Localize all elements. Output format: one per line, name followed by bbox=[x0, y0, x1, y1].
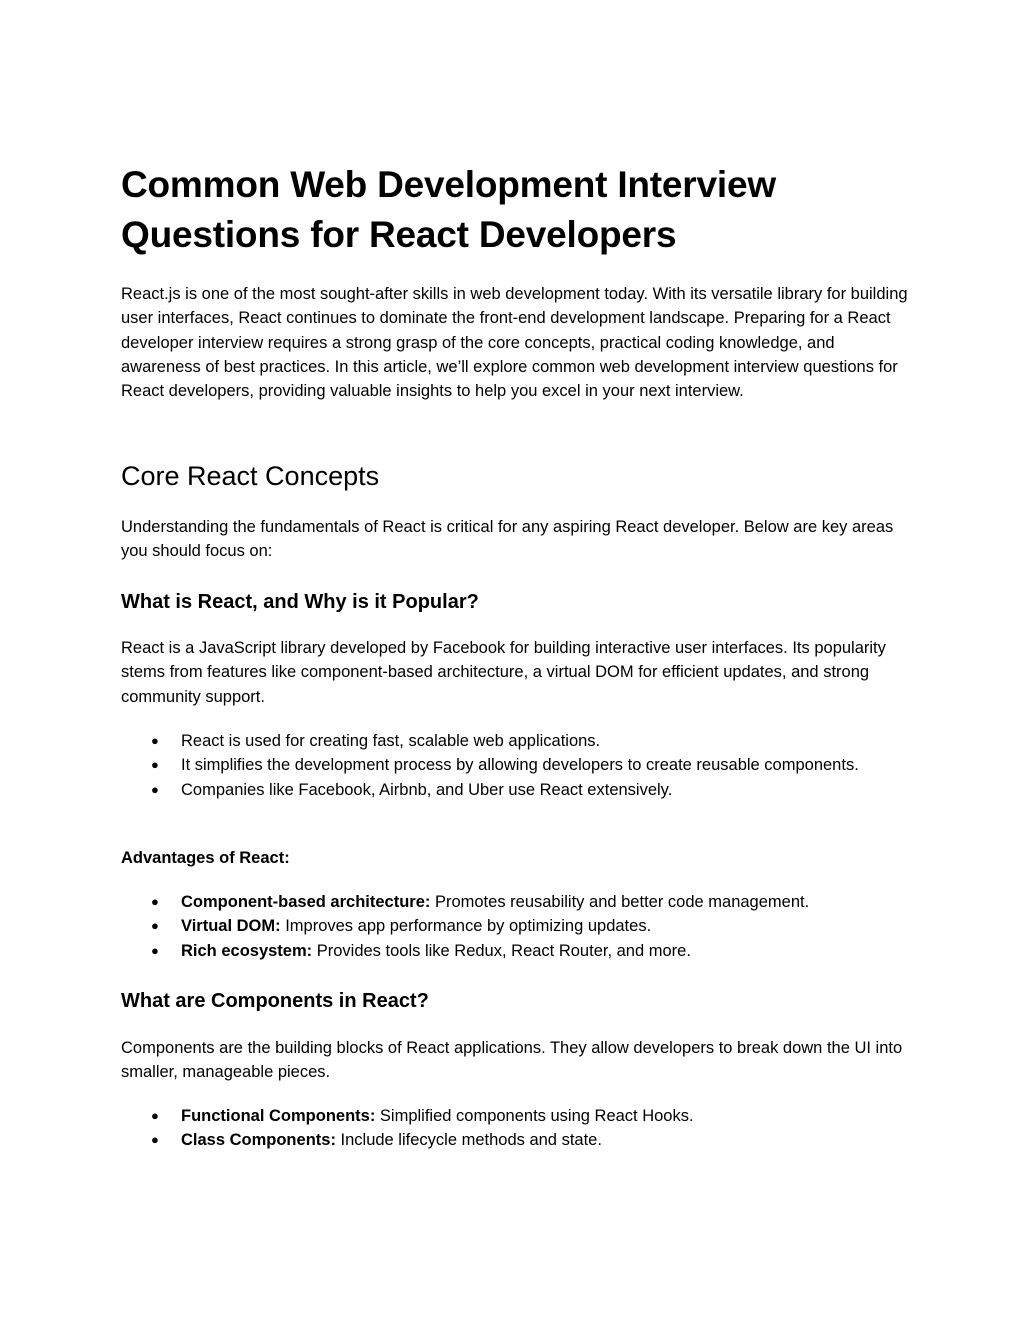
list-item-label: Virtual DOM: bbox=[181, 917, 281, 936]
page-title: Common Web Development Interview Questions for React Developers bbox=[121, 164, 776, 255]
list-item-text: Simplified components using React Hooks. bbox=[375, 1107, 694, 1125]
list-item bbox=[121, 1128, 911, 1152]
list-item bbox=[121, 914, 911, 938]
list-item bbox=[121, 939, 911, 963]
list-item bbox=[121, 890, 911, 914]
components-list bbox=[121, 1104, 911, 1153]
core-intro-paragraph: Understanding the fundamentals of React is critical for any aspiring React developer. Below are key areas you should focus on: bbox=[121, 518, 894, 561]
list-item-text: Provides tools like Redux, React Router, and more. bbox=[312, 941, 691, 960]
list-item-text: It simplifies the development process by allowing developers to create reusable components. bbox=[181, 756, 859, 775]
list-item-text: Improves app performance by optimizing updates. bbox=[280, 917, 652, 936]
what-is-react-paragraph: React is a JavaScript library developed by Facebook for building interactive user interfaces. Its popularity stems from features like component-based architecture, a virtual DOM for efficient updates, and strong community support. bbox=[121, 639, 886, 706]
subheading-components: What are Components in React? bbox=[121, 990, 429, 1012]
list-item-label: Component-based architecture: bbox=[181, 893, 431, 911]
bullet-icon: ● bbox=[151, 894, 159, 909]
list-item bbox=[121, 1104, 911, 1128]
what-is-react-list bbox=[121, 729, 911, 802]
bullet-icon: ● bbox=[151, 918, 159, 934]
components-paragraph: Components are the building blocks of React applications. They allow developers to break down the UI into smaller, manageable pieces. bbox=[121, 1039, 903, 1082]
bullet-icon: ● bbox=[151, 1132, 159, 1148]
list-item-text: Promotes reusability and better code management. bbox=[430, 893, 810, 911]
list-item-label: Rich ecosystem: bbox=[181, 941, 313, 960]
section-heading-core: Core React Concepts bbox=[121, 461, 380, 491]
bullet-icon: ● bbox=[151, 1108, 159, 1123]
list-item bbox=[121, 729, 911, 753]
advantages-list bbox=[121, 890, 911, 963]
subheading-what-is-react: What is React, and Why is it Popular? bbox=[121, 591, 479, 613]
bullet-icon: ● bbox=[151, 781, 159, 797]
list-item-label: Functional Components: bbox=[181, 1107, 376, 1125]
intro-paragraph: React.js is one of the most sought-after skills in web development today. With its versatile library for building user interfaces, React continues to dominate the front-end development landscape. Preparing for a React developer interview requires a strong grasp of the core concepts, practical coding knowledge, and awareness of best practices. In this article, we’ll explore common web development interview questions for React developers, providing valuable insights to help you excel in your next interview. bbox=[121, 285, 908, 401]
subheading-advantages: Advantages of React: bbox=[121, 849, 290, 867]
bullet-icon: ● bbox=[151, 757, 159, 773]
list-item-label: Class Components: bbox=[181, 1131, 336, 1150]
list-item-text: React is used for creating fast, scalable web applications. bbox=[181, 732, 601, 750]
list-item bbox=[121, 753, 911, 777]
bullet-icon: ● bbox=[151, 942, 159, 958]
bullet-icon: ● bbox=[151, 733, 159, 748]
list-item bbox=[121, 778, 911, 802]
list-item-text: Companies like Facebook, Airbnb, and Uber use React extensively. bbox=[181, 780, 673, 799]
list-item-text: Include lifecycle methods and state. bbox=[335, 1131, 602, 1150]
